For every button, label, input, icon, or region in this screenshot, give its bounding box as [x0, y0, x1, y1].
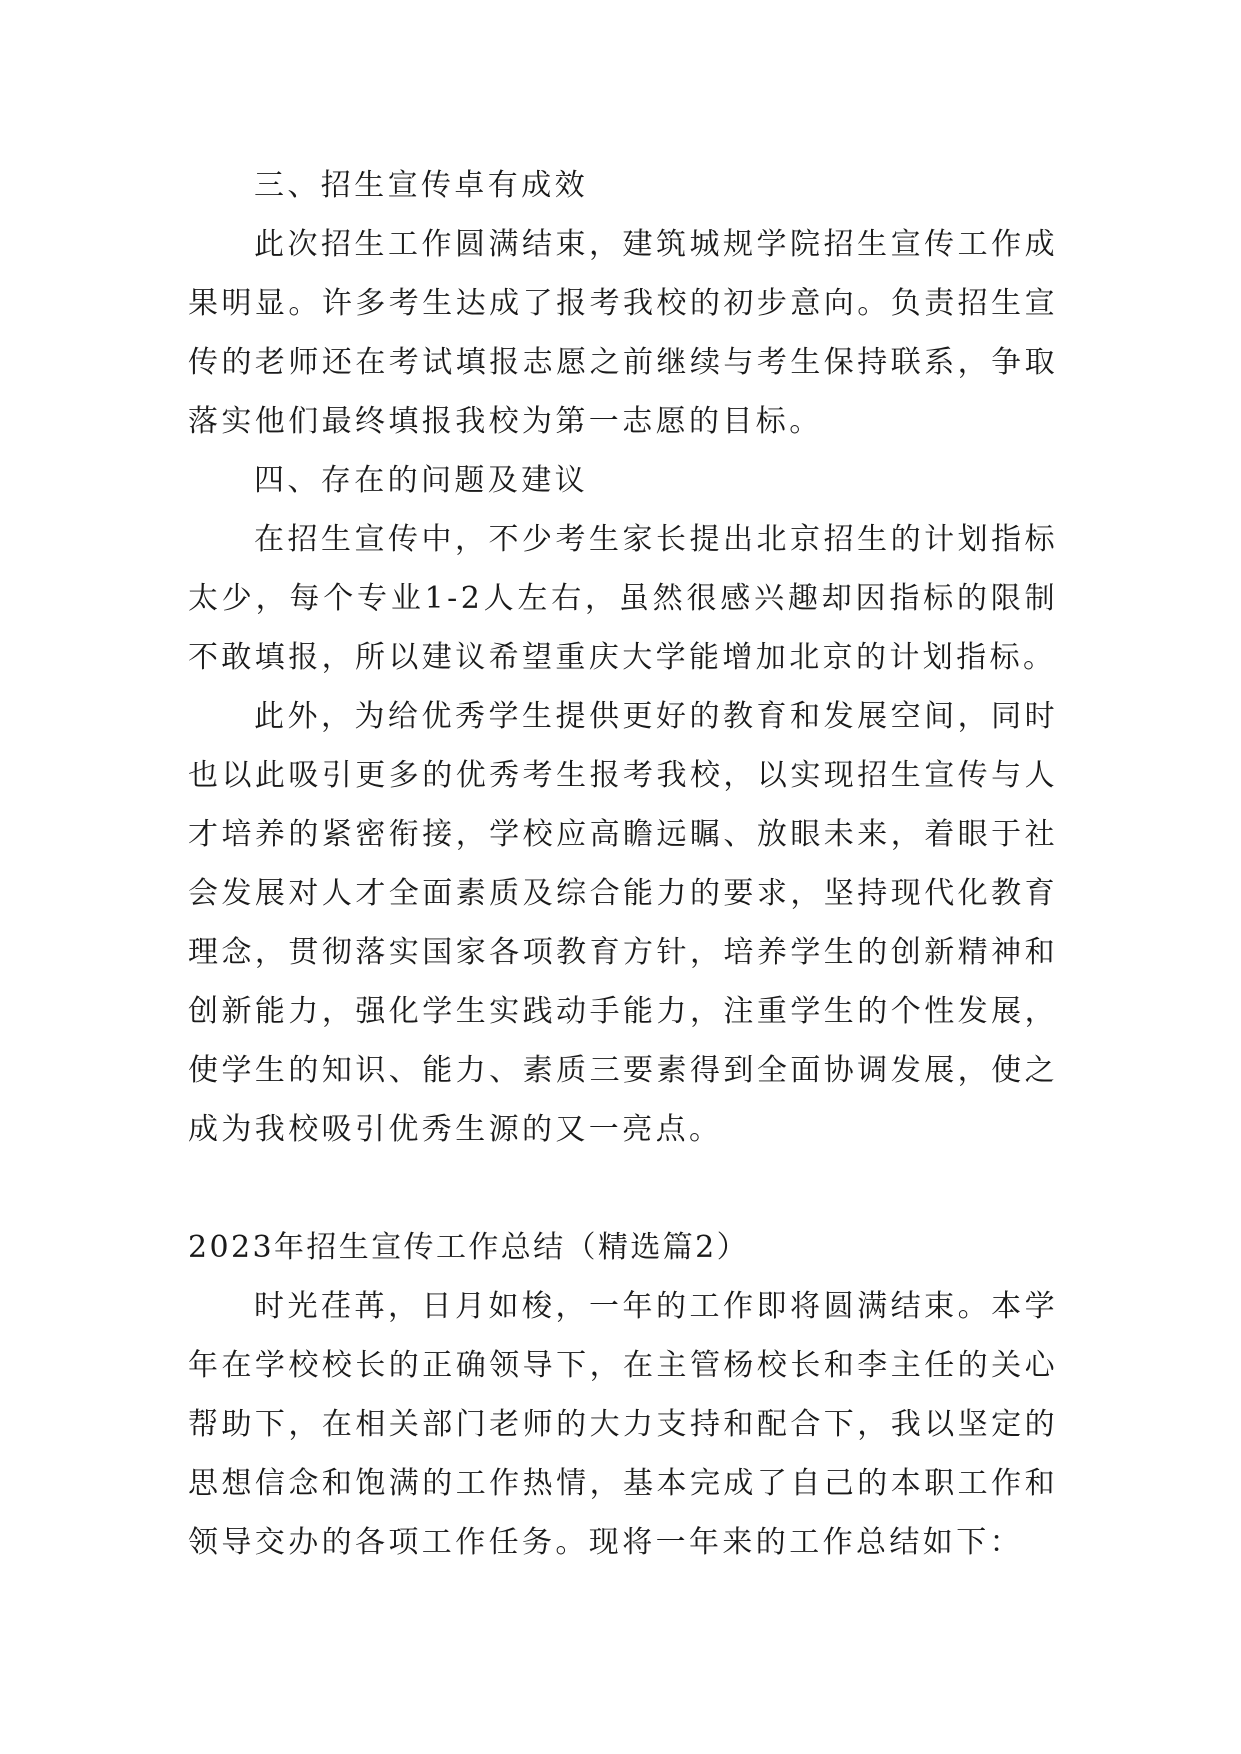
section-heading-4: 四、存在的问题及建议 — [254, 463, 588, 498]
paragraph: 时光荏苒，日月如梭，一年的工作即将圆满结束。本学年在学校校长的正确领导下，在主管杨校长和李主任的关心帮助下，在相关部门老师的大力支持和配合下，我以坚定的思想信念和饱满的工作热情，基本完成了自己的本职工作和领导交办的各项工作任务。现将一年来的工作总结如下： — [188, 1289, 1058, 1560]
paragraph: 在招生宣传中，不少考生家长提出北京招生的计划指标太少，每个专业1-2人左右，虽然很感兴趣却因指标的限制不敢填报，所以建议希望重庆大学能增加北京的计划指标。 — [188, 522, 1058, 675]
section-heading-3: 三、招生宣传卓有成效 — [254, 168, 588, 203]
document-body — [188, 156, 1058, 1572]
paragraph: 此次招生工作圆满结束，建筑城规学院招生宣传工作成果明显。许多考生达成了报考我校的初步意向。负责招生宣传的老师还在考试填报志愿之前继续与考生保持联系，争取落实他们最终填报我校为第一志愿的目标。 — [188, 227, 1058, 439]
article-title: 2023年招生宣传工作总结（精选篇2） — [188, 1230, 750, 1265]
paragraph: 此外，为给优秀学生提供更好的教育和发展空间，同时也以此吸引更多的优秀考生报考我校，以实现招生宣传与人才培养的紧密衔接，学校应高瞻远瞩、放眼未来，着眼于社会发展对人才全面素质及综合能力的要求，坚持现代化教育理念，贯彻落实国家各项教育方针，培养学生的创新精神和创新能力，强化学生实践动手能力，注重学生的个性发展，使学生的知识、能力、素质三要素得到全面协调发展，使之成为我校吸引优秀生源的又一亮点。 — [188, 699, 1058, 1147]
